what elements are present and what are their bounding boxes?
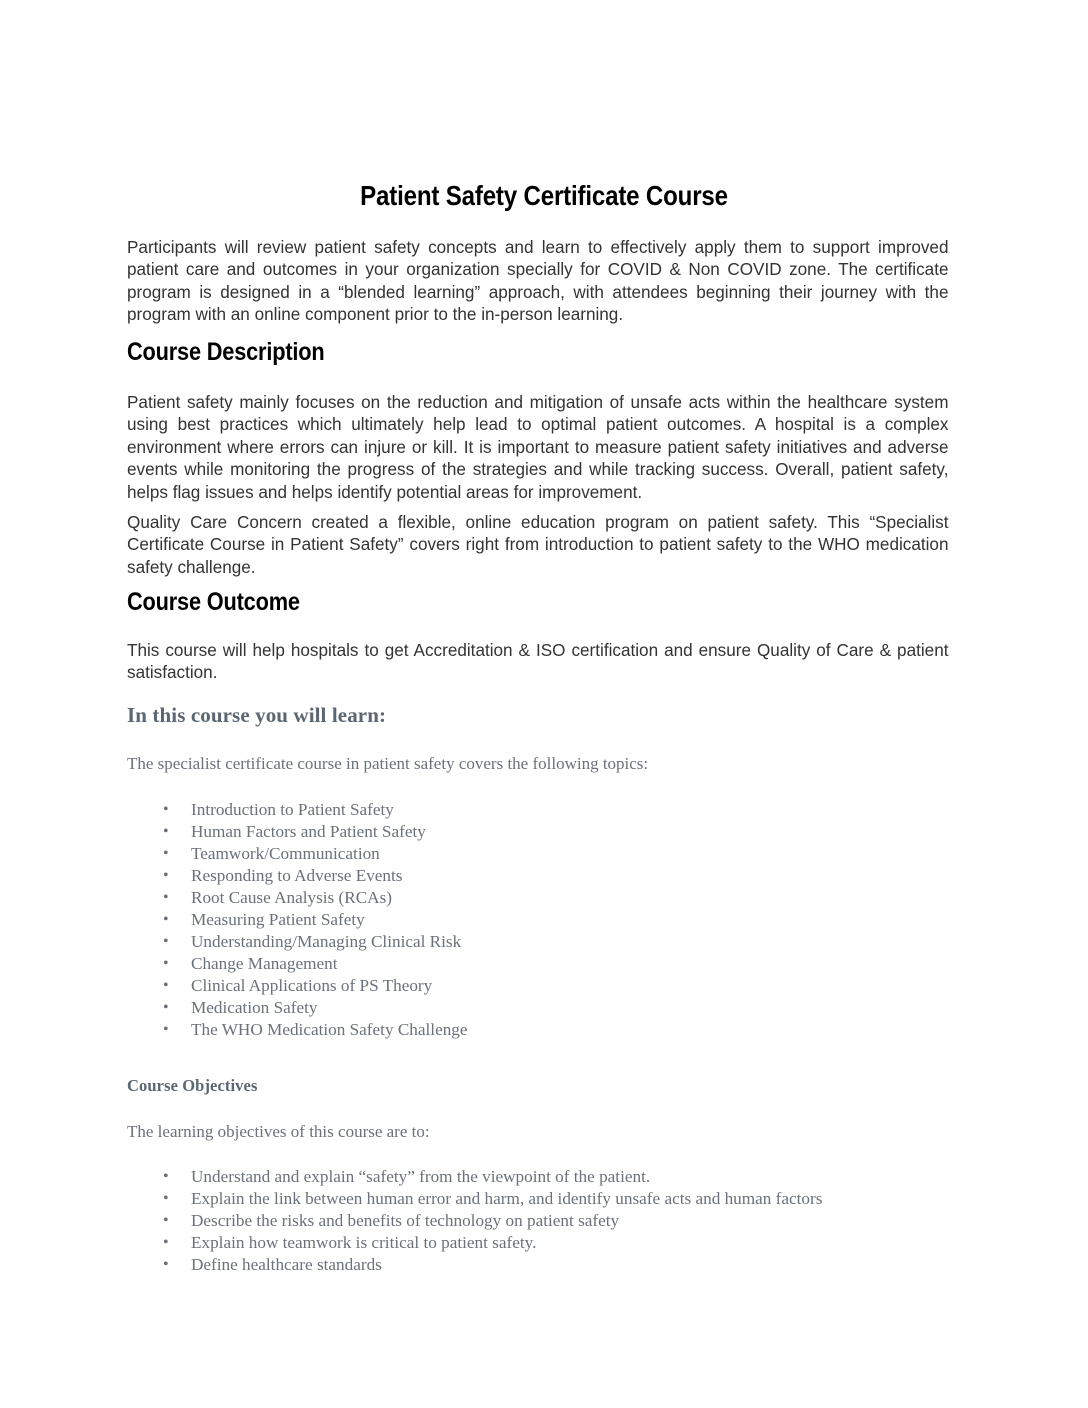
list-item xyxy=(127,975,961,997)
list-item-label: Describe the risks and benefits of technology on patient safety xyxy=(191,1211,620,1230)
course-description-heading-container xyxy=(127,338,961,366)
course-outcome-heading-container xyxy=(127,588,961,616)
course-objectives-intro-paragraph: The learning objectives of this course are to: xyxy=(127,1122,430,1141)
list-item xyxy=(127,1232,961,1254)
list-item xyxy=(127,843,961,865)
bullet-icon: • xyxy=(163,801,169,818)
list-item xyxy=(127,953,961,975)
bullet-icon: • xyxy=(163,889,169,906)
course-description-heading: Course Description xyxy=(127,338,325,366)
bullet-icon: • xyxy=(163,1168,169,1185)
objectives-list xyxy=(127,1166,961,1276)
bullet-icon: • xyxy=(163,1256,169,1273)
list-item-label: The WHO Medication Safety Challenge xyxy=(191,1020,468,1039)
learn-intro-container xyxy=(127,753,961,775)
course-description-paragraph-1-container xyxy=(127,391,961,503)
course-outcome-paragraph-container xyxy=(127,639,961,684)
list-item xyxy=(127,1254,961,1276)
list-item xyxy=(127,1188,961,1210)
bullet-icon: • xyxy=(163,977,169,994)
list-item xyxy=(127,1210,961,1232)
course-description-paragraph-1: Patient safety mainly focuses on the reduction and mitigation of unsafe acts within the healthcare system using best practices which ultimately help lead to optimal patient outcomes. A hospital is a complex environment where errors can injure or kill. It is important to measure patient safety initiatives and adverse events while monitoring the progress of the strategies and while tracking success. Overall, patient safety, helps flag issues and helps identify potential areas for improvement. xyxy=(127,392,949,502)
topics-list xyxy=(127,799,961,1041)
topics-list-container xyxy=(127,799,961,1041)
bullet-icon: • xyxy=(163,955,169,972)
course-outcome-paragraph: This course will help hospitals to get Accreditation & ISO certification and ensure Quality of Care & patient satisfaction. xyxy=(127,640,949,683)
course-objectives-heading: Course Objectives xyxy=(127,1076,258,1095)
bullet-icon: • xyxy=(163,823,169,840)
list-item-label: Measuring Patient Safety xyxy=(191,910,365,929)
learn-intro-paragraph: The specialist certificate course in patient safety covers the following topics: xyxy=(127,754,649,773)
bullet-icon: • xyxy=(163,1212,169,1229)
bullet-icon: • xyxy=(163,911,169,928)
list-item-label: Medication Safety xyxy=(191,998,318,1017)
list-item-label: Define healthcare standards xyxy=(191,1255,382,1274)
list-item-label: Explain the link between human error and harm, and identify unsafe acts and human factors xyxy=(191,1189,823,1208)
list-item xyxy=(127,799,961,821)
page-title-container xyxy=(127,181,961,212)
list-item-label: Explain how teamwork is critical to patient safety. xyxy=(191,1233,537,1252)
list-item-label: Responding to Adverse Events xyxy=(191,866,403,885)
objectives-list-container xyxy=(127,1166,961,1276)
bullet-icon: • xyxy=(163,1234,169,1251)
course-description-paragraph-2-container xyxy=(127,511,961,578)
list-item-label: Introduction to Patient Safety xyxy=(191,800,394,819)
bullet-icon: • xyxy=(163,933,169,950)
learn-heading: In this course you will learn: xyxy=(127,703,387,727)
intro-paragraph-container xyxy=(127,236,961,326)
list-item-label: Teamwork/Communication xyxy=(191,844,380,863)
course-objectives-intro-container xyxy=(127,1121,961,1143)
list-item-label: Human Factors and Patient Safety xyxy=(191,822,426,841)
list-item xyxy=(127,1019,961,1041)
list-item xyxy=(127,931,961,953)
list-item-label: Understand and explain “safety” from the viewpoint of the patient. xyxy=(191,1167,651,1186)
list-item-label: Root Cause Analysis (RCAs) xyxy=(191,888,393,907)
list-item xyxy=(127,865,961,887)
bullet-icon: • xyxy=(163,1190,169,1207)
learn-heading-container xyxy=(127,703,961,728)
list-item xyxy=(127,909,961,931)
list-item xyxy=(127,997,961,1019)
intro-paragraph: Participants will review patient safety concepts and learn to effectively apply them to support improved patient care and outcomes in your organization specially for COVID & Non COVID zone. The certificate program is designed in a “blended learning” approach, with attendees beginning their journey with the program with an online component prior to the in-person learning. xyxy=(127,237,949,325)
list-item-label: Change Management xyxy=(191,954,338,973)
list-item xyxy=(127,821,961,843)
list-item-label: Understanding/Managing Clinical Risk xyxy=(191,932,462,951)
page-title: Patient Safety Certificate Course xyxy=(360,180,728,211)
list-item-label: Clinical Applications of PS Theory xyxy=(191,976,433,995)
bullet-icon: • xyxy=(163,845,169,862)
list-item xyxy=(127,887,961,909)
bullet-icon: • xyxy=(163,1021,169,1038)
list-item xyxy=(127,1166,961,1188)
course-outcome-heading: Course Outcome xyxy=(127,588,300,616)
course-description-paragraph-2: Quality Care Concern created a flexible, online education program on patient safety. This “Specialist Certificate Course in Patient Safety” covers right from introduction to patient safety to the WHO medication safety challenge. xyxy=(127,512,949,577)
course-objectives-heading-container xyxy=(127,1076,961,1096)
bullet-icon: • xyxy=(163,867,169,884)
bullet-icon: • xyxy=(163,999,169,1016)
